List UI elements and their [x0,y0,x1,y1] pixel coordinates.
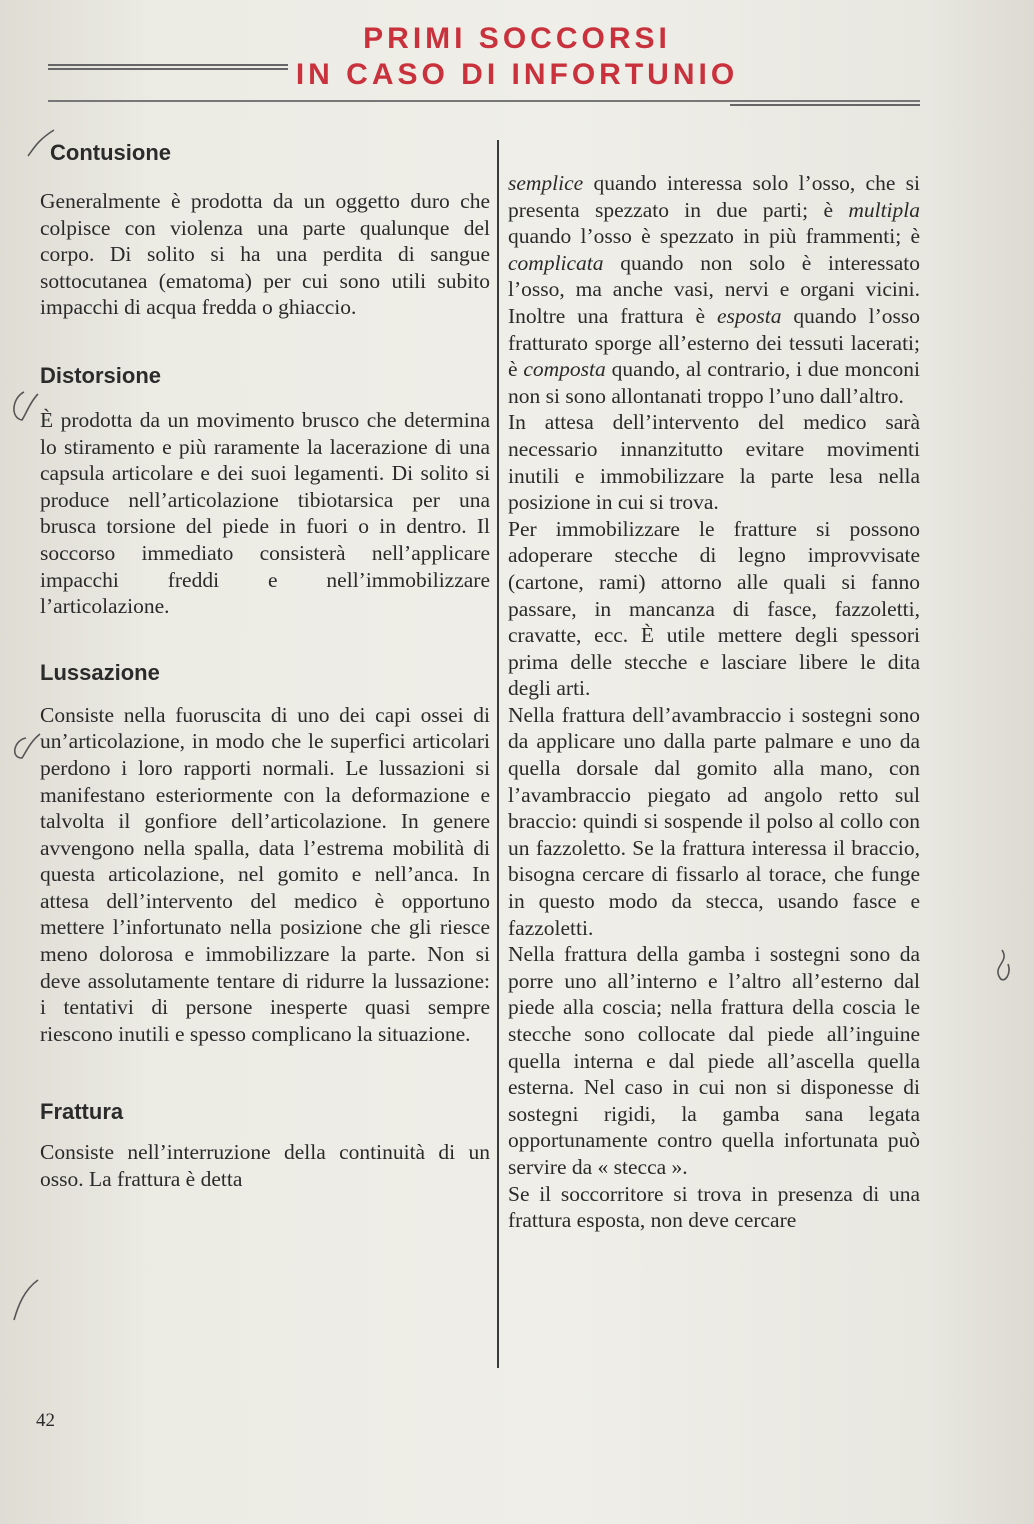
term-multipla: multipla [848,197,920,222]
text-distorsione: È prodotta da un movimento brusco che determina lo stiramento e più raramente la lacerazione di una capsula articolare e dei suoi legamenti. Di solito si produce nell’articolazione tibiotarsica per una brusca torsione del piede in fuori o in dentro. Il soccorso immediato consisterà nell’applicare impacchi freddi e nell’immobilizzare l’articolazione. [40,407,490,619]
text-open-fracture: Se il soccorritore si trova in presenza di una frattura esposta, non deve cercare [508,1181,920,1233]
text-leg-fracture: Nella frattura della gamba i sostegni sono da porre uno all’interno e l’altro all’esterno dal piede alla coscia; nella frattura della coscia le stecche sono collocate dal piede all’inguine quella interna e dal piede all’ascella quella esterna. Nel caso in cui non si disponesse di sostegni rigidi, la gamba sana legata opportunamente contro quella infortunata può servire da « stecca ». [508,942,920,1179]
title-rule-right [730,104,920,106]
text-fracture-types [508,170,920,409]
title-rule-left-2 [48,68,288,70]
text-contusione: Generalmente è prodotta da un oggetto duro che colpisce con violenza una parte qualunque del corpo. Di solito si ha una perdita di sangue sottocutanea (ematoma) per cui sono utili subito impacchi di acqua fredda o ghiaccio. [40,189,490,320]
pencil-check-mark [24,126,64,166]
heading-frattura: Frattura [40,1099,124,1125]
text-fragment: quando, al contrario, i due monconi non si sono allontanati troppo l’uno dall’altro. [508,357,921,408]
text-splints: Per immobilizzare le fratture si possono adoperare stecche di legno improvvisate (cartone, rami) attorno alle quali si fanno passare, in mancanza di fasce, fazzoletti, cravatte, ecc. È utile mettere degli spessori prima delle stecche e lasciare libere le dita degli arti. [508,516,920,701]
left-column [40,140,490,1193]
term-semplice: semplice [508,171,584,195]
column-divider [497,140,499,1368]
title-rule-left [48,64,288,66]
term-complicata: complicata [508,250,604,275]
right-column [508,170,920,1234]
page-title-line2: IN CASO DI INFORTUNIO [295,58,739,91]
text-fragment: quando l’osso è spezzato in più frammenti; è [508,224,920,249]
pencil-check-mark [982,944,1022,994]
text-fragment: quando non solo è interessato l’osso, ma anche vasi, nervi e organi vicini. Inoltre una frattura è [508,250,920,328]
term-esposta: esposta [716,303,782,328]
pencil-check-mark [4,730,44,770]
heading-distorsione: Distorsione [40,362,162,388]
text-forearm-fracture: Nella frattura dell’avambraccio i sostegni sono da applicare uno dalla parte palmare e uno da quella dorsale dal gomito alla mano, con l’avambraccio piegato ad angolo retto sul braccio: quindi si sospende il polso al collo con un fazzoletto. Se la frattura interessa il braccio, bisogna cercare di fissarlo al torace, che funge in questo modo da stecca, usando fasce e fazzoletti. [508,702,920,940]
text-fragment: quando interessa solo l’osso, che si presenta spezzato in due parti; è [508,171,920,222]
pencil-check-mark [4,388,44,428]
term-composta: composta [523,357,606,382]
page-title-line1: PRIMI SOCCORSI [363,22,671,55]
heading-lussazione: Lussazione [40,659,160,685]
pencil-check-mark [8,1276,48,1326]
page-number: 42 [36,1410,55,1431]
text-frattura: Consiste nell’interruzione della continuità di un osso. La frattura è detta [40,1140,490,1192]
text-lussazione: Consiste nella fuoruscita di uno dei capi ossei di un’articolazione, in modo che le superfici articolari perdono i loro rapporti normali. Le lussazioni si manifestano esteriormente con la deformazione e talvolta il gonfiore dell’articolazione. In genere avvengono nella spalla, data l’estrema mobilità di questa articolazione, nel gomito e nell’anca. In attesa dell’intervento del medico è opportuno mettere l’infortunato nella posizione che gli riesce meno dolorosa e immobilizzare la parte. Non si deve assolutamente tentare di ridurre la lussazione: i tentativi di persone inesperte quasi sempre riescono inutili e spesso complicano la situazione. [40,702,490,1046]
heading-contusione: Contusione [50,140,171,165]
text-waiting-doctor: In attesa dell’intervento del medico sarà necessario innanzitutto evitare movimenti inutili e immobilizzare la parte lesa nella posizione in cui si trova. [508,410,920,515]
text-fragment: quando l’osso fratturato sporge all’esterno dei tessuti lacerati; è [508,303,920,382]
title-underline [48,100,920,102]
